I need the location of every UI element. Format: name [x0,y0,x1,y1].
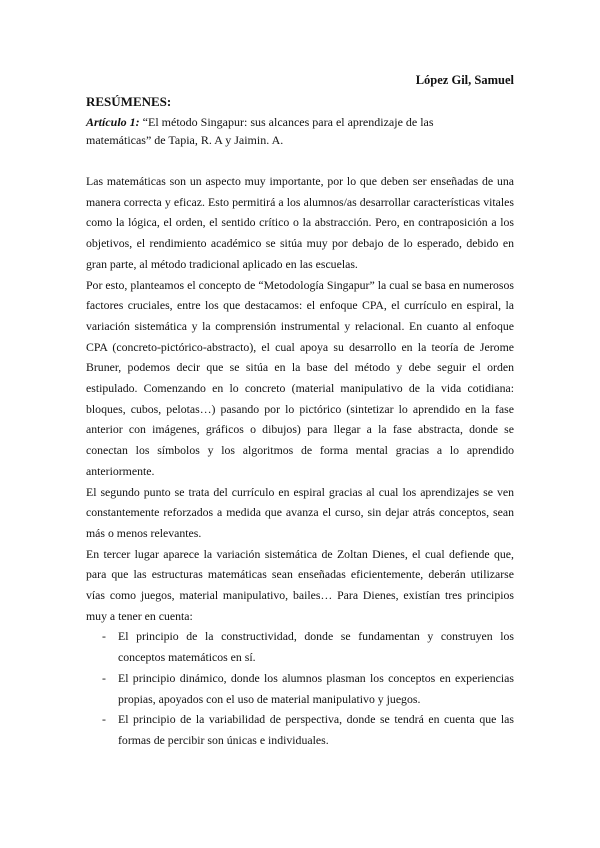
list-item [86,709,514,750]
list-item-text: El principio de la variabilidad de perspectiva, donde se tendrá en cuenta que las formas de percibir son únicas e individuales. [118,712,514,747]
author-name: López Gil, Samuel [415,73,514,87]
bullet-dash: - [102,670,106,685]
bullet-dash: - [102,629,106,644]
list-item [86,668,514,709]
paragraph-spiral-curriculum: El segundo punto se trata del currículo en espiral gracias al cual los aprendizajes se ven constantemente reforzados a medida que avanza el curso, sin dejar atrás conceptos, sean más o menos relevantes. [86,484,514,540]
article-label: Artículo 1: [86,115,140,129]
principles-list [86,626,514,750]
paragraph-intro: Las matemáticas son un aspecto muy importante, por lo que deben ser enseñadas de una manera correcta y eficaz. Esto permitirá a los alumnos/as desarrollar características vitales como la lógica, el orden, el sentido crítico o la abstracción. Pero, en contraposición a los objetivos, el rendimiento académico se sitúa muy por debajo de lo esperado, debido en gran parte, al método tradicional aplicado en las escuelas. [86,174,514,271]
article-reference [86,113,514,149]
paragraph-singapur-method: Por esto, planteamos el concepto de “Metodología Singapur” la cual se basa en numerosos factores cruciales, entre los que destacamos: el enfoque CPA, el currículo en espiral, la variación sistemática y la comprensión instrumental y relacional. En cuanto al enfoque CPA (concreto-pictórico-abstracto), el cual apoya su desarrollo en la teoría de Jerome Bruner, podemos decir que se sitúa en la base del método y debe seguir el orden estipulado. Comenzando en lo concreto (material manipulativo de la vida cotidiana: bloques, cubos, pelotas…) pasando por lo pictórico (sintetizar lo aprendido en la fase anterior con imágenes, gráficos o dibujos) para llegar a la fase abstracta, donde se conectan los símbolos y los algoritmos de forma mental gracias a lo aprendido anteriormente. [86,277,514,478]
list-item-text: El principio de la constructividad, donde se fundamentan y construyen los conceptos matemáticos en sí. [118,629,514,665]
bullet-dash: - [102,712,106,727]
article-title: “El método Singapur: sus alcances para el aprendizaje de las matemáticas” de Tapia, R. A y Jaimin. A. [86,115,434,147]
list-item [86,626,514,667]
section-heading: RESÚMENES: [86,94,172,109]
paragraph-systematic-variation: En tercer lugar aparece la variación sistemática de Zoltan Dienes, el cual defiende que, para que las estructuras matemáticas sean enseñadas eficientemente, deberán utilizarse vías como juegos, material manipulativo, bailes… Para Dienes, existían tres principios muy a tener en cuenta: [86,546,514,623]
list-item-text: El principio dinámico, donde los alumnos plasman los conceptos en experiencias propias, apoyados con el uso de material manipulativo y juegos. [118,670,514,706]
